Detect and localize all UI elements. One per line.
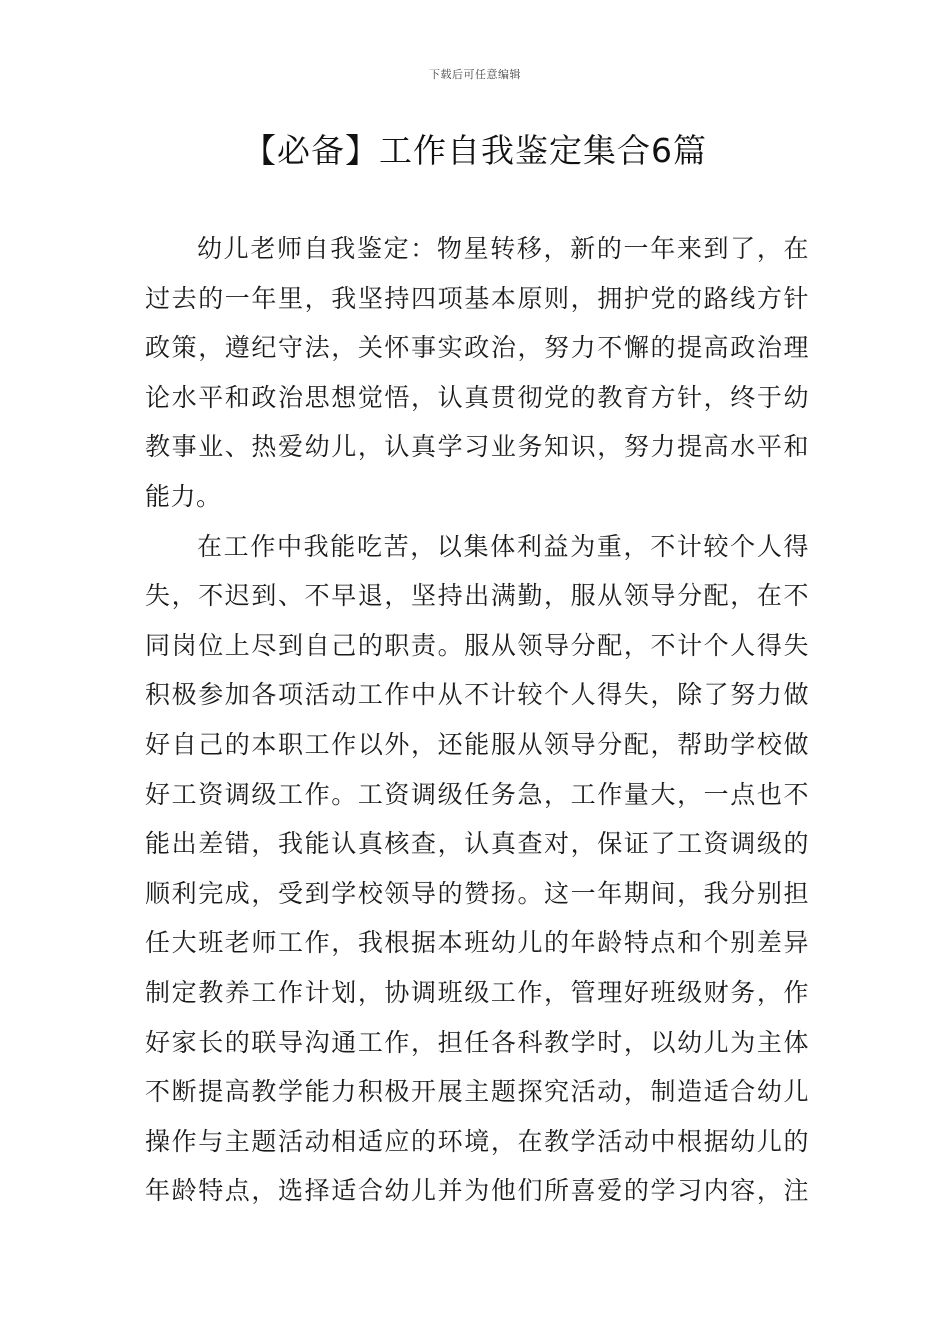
text-line: 幼儿老师自我鉴定：物星转移，新的一年来到了，在 [197, 234, 809, 263]
text-line: 好家长的联导沟通工作，担任各科教学时，以幼儿为主体 [145, 1027, 809, 1057]
text-line: 能出差错，我能认真核查，认真查对，保证了工资调级的 [145, 829, 809, 859]
paragraph-2 [145, 522, 809, 1216]
document-body [145, 224, 809, 1216]
text-line: 好工资调级工作。工资调级任务急，工作量大，一点也不 [145, 779, 809, 809]
paragraph-1 [145, 224, 809, 522]
text-line: 任大班老师工作，我根据本班幼儿的年龄特点和个别差异 [145, 928, 809, 958]
text-line: 操作与主题活动相适应的环境，在教学活动中根据幼儿的 [145, 1126, 809, 1156]
text-line: 政策，遵纪守法，关怀事实政治，努力不懈的提高政治理 [145, 333, 809, 363]
text-line: 顺利完成，受到学校领导的赞扬。这一年期间，我分别担 [145, 878, 809, 908]
text-line: 不断提高教学能力积极开展主题探究活动，制造适合幼儿 [145, 1077, 809, 1107]
text-line: 失，不迟到、不早退，坚持出满勤，服从领导分配，在不 [145, 581, 809, 611]
text-line: 论水平和政治思想觉悟，认真贯彻党的教育方针，终于幼 [145, 382, 809, 412]
text-line: 教事业、热爱幼儿，认真学习业务知识，努力提高水平和 [145, 432, 809, 462]
text-line: 制定教养工作计划，协调班级工作，管理好班级财务，作 [145, 977, 809, 1007]
text-line: 能力。 [145, 481, 222, 511]
page-title: 【必备】工作自我鉴定集合6篇 [243, 131, 707, 170]
text-line: 好自己的本职工作以外，还能服从领导分配，帮助学校做 [145, 729, 809, 759]
text-line: 在工作中我能吃苦，以集体利益为重，不计较个人得 [197, 531, 809, 561]
text-line: 过去的一年里，我坚持四项基本原则，拥护党的路线方针 [145, 283, 809, 313]
text-line: 年龄特点，选择适合幼儿并为他们所喜爱的学习内容，注 [145, 1176, 809, 1206]
header-note: 下载后可任意编辑 [429, 68, 521, 81]
text-line: 积极参加各项活动工作中从不计较个人得失，除了努力做 [145, 680, 809, 710]
text-line: 同岗位上尽到自己的职责。服从领导分配，不计个人得失 [145, 630, 809, 660]
